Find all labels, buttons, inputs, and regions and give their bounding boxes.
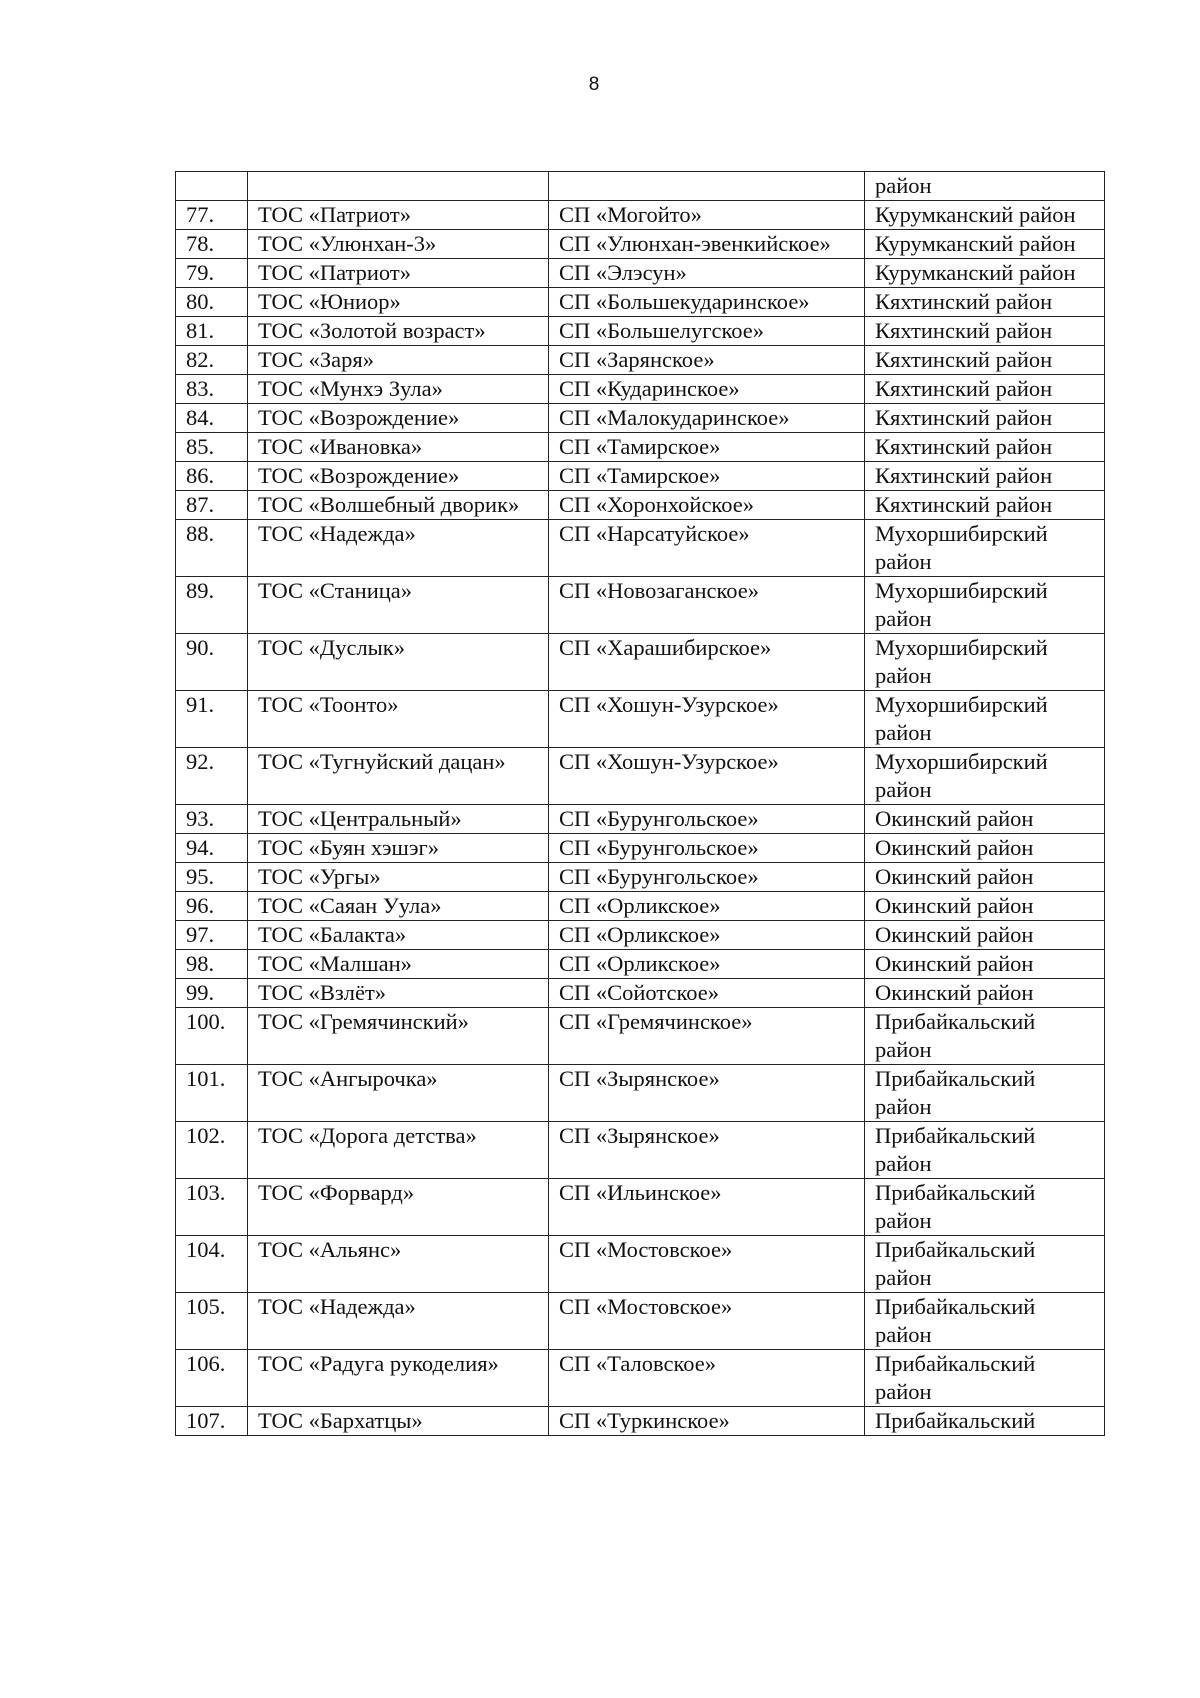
- tos-name-cell: ТОС «Центральный»: [248, 805, 549, 834]
- row-number-cell: 88.: [176, 520, 248, 577]
- tos-name-cell: ТОС «Дорога детства»: [248, 1122, 549, 1179]
- row-number-cell: 107.: [176, 1407, 248, 1436]
- row-number-cell: 97.: [176, 921, 248, 950]
- table-row: [176, 691, 1105, 748]
- table-row: [176, 921, 1105, 950]
- tos-name-cell: ТОС «Буян хэшэг»: [248, 834, 549, 863]
- settlement-cell: СП «Большелугское»: [549, 317, 865, 346]
- table-row: [176, 317, 1105, 346]
- tos-name-cell: ТОС «Тоонто»: [248, 691, 549, 748]
- tos-name-cell: ТОС «Дуслык»: [248, 634, 549, 691]
- row-number-cell: 92.: [176, 748, 248, 805]
- district-cell: Кяхтинский район: [865, 433, 1105, 462]
- table-row: [176, 1065, 1105, 1122]
- district-cell: Прибайкальский район: [865, 1065, 1105, 1122]
- row-number-cell: 87.: [176, 491, 248, 520]
- row-number-cell: 78.: [176, 230, 248, 259]
- settlement-cell: СП «Могойто»: [549, 201, 865, 230]
- settlement-cell: СП «Элэсун»: [549, 259, 865, 288]
- tos-name-cell: ТОС «Улюнхан-3»: [248, 230, 549, 259]
- row-number-cell: 94.: [176, 834, 248, 863]
- table-row: [176, 1350, 1105, 1407]
- table-row: [176, 577, 1105, 634]
- settlement-cell: СП «Харашибирское»: [549, 634, 865, 691]
- table-body: [176, 172, 1105, 1436]
- settlement-cell: СП «Сойотское»: [549, 979, 865, 1008]
- settlement-cell: СП «Хошун-Узурское»: [549, 691, 865, 748]
- district-cell: Прибайкальский район: [865, 1350, 1105, 1407]
- settlement-cell: СП «Тамирское»: [549, 433, 865, 462]
- district-cell: Мухоршибирский район: [865, 520, 1105, 577]
- district-cell: Мухоршибирский район: [865, 634, 1105, 691]
- table-row: [176, 1122, 1105, 1179]
- table-row: [176, 834, 1105, 863]
- table-row: [176, 375, 1105, 404]
- settlement-cell: СП «Большекударинское»: [549, 288, 865, 317]
- district-cell: Прибайкальский район: [865, 1008, 1105, 1065]
- row-number-cell: 83.: [176, 375, 248, 404]
- district-cell: Кяхтинский район: [865, 491, 1105, 520]
- table-row: [176, 1407, 1105, 1436]
- tos-name-cell: ТОС «Мунхэ Зула»: [248, 375, 549, 404]
- row-number-cell: 103.: [176, 1179, 248, 1236]
- page-number: 8: [588, 74, 600, 95]
- district-cell: Курумканский район: [865, 201, 1105, 230]
- row-number-cell: 89.: [176, 577, 248, 634]
- row-number-cell: 84.: [176, 404, 248, 433]
- tos-name-cell: ТОС «Возрождение»: [248, 462, 549, 491]
- row-number-cell: 106.: [176, 1350, 248, 1407]
- district-cell: Прибайкальский: [865, 1407, 1105, 1436]
- tos-name-cell: ТОС «Золотой возраст»: [248, 317, 549, 346]
- district-cell: Кяхтинский район: [865, 462, 1105, 491]
- table-row: [176, 748, 1105, 805]
- row-number-cell: 101.: [176, 1065, 248, 1122]
- tos-name-cell: ТОС «Ангырочка»: [248, 1065, 549, 1122]
- tos-name-cell: ТОС «Ургы»: [248, 863, 549, 892]
- district-cell: Окинский район: [865, 921, 1105, 950]
- table-row: [176, 230, 1105, 259]
- settlement-cell: СП «Нарсатуйское»: [549, 520, 865, 577]
- settlement-cell: [549, 172, 865, 201]
- settlement-cell: СП «Ильинское»: [549, 1179, 865, 1236]
- district-cell: Мухоршибирский район: [865, 691, 1105, 748]
- table-row: [176, 863, 1105, 892]
- settlement-cell: СП «Туркинское»: [549, 1407, 865, 1436]
- settlement-cell: СП «Гремячинское»: [549, 1008, 865, 1065]
- district-cell: Курумканский район: [865, 259, 1105, 288]
- settlement-cell: СП «Кударинское»: [549, 375, 865, 404]
- row-number-cell: 85.: [176, 433, 248, 462]
- tos-name-cell: ТОС «Взлёт»: [248, 979, 549, 1008]
- settlement-cell: СП «Зырянское»: [549, 1065, 865, 1122]
- district-cell: Окинский район: [865, 979, 1105, 1008]
- settlement-cell: СП «Таловское»: [549, 1350, 865, 1407]
- table-row: [176, 491, 1105, 520]
- settlement-cell: СП «Бурунгольское»: [549, 863, 865, 892]
- row-number-cell: 95.: [176, 863, 248, 892]
- settlement-cell: СП «Орликское»: [549, 892, 865, 921]
- row-number-cell: 99.: [176, 979, 248, 1008]
- table-row: [176, 979, 1105, 1008]
- tos-name-cell: ТОС «Заря»: [248, 346, 549, 375]
- tos-name-cell: ТОС «Патриот»: [248, 201, 549, 230]
- table-row: [176, 433, 1105, 462]
- row-number-cell: 98.: [176, 950, 248, 979]
- tos-name-cell: ТОС «Надежда»: [248, 520, 549, 577]
- row-number-cell: [176, 172, 248, 201]
- settlement-cell: СП «Бурунгольское»: [549, 834, 865, 863]
- table-row: [176, 1179, 1105, 1236]
- row-number-cell: 93.: [176, 805, 248, 834]
- table-row: [176, 404, 1105, 433]
- district-cell: Прибайкальский район: [865, 1293, 1105, 1350]
- row-number-cell: 90.: [176, 634, 248, 691]
- tos-name-cell: ТОС «Малшан»: [248, 950, 549, 979]
- tos-name-cell: ТОС «Альянс»: [248, 1236, 549, 1293]
- tos-table: [175, 171, 1105, 1436]
- table-row: [176, 259, 1105, 288]
- row-number-cell: 81.: [176, 317, 248, 346]
- settlement-cell: СП «Орликское»: [549, 950, 865, 979]
- table-row: [176, 892, 1105, 921]
- tos-name-cell: [248, 172, 549, 201]
- district-cell: Окинский район: [865, 863, 1105, 892]
- table-row: [176, 1293, 1105, 1350]
- row-number-cell: 104.: [176, 1236, 248, 1293]
- district-cell: Кяхтинский район: [865, 317, 1105, 346]
- settlement-cell: СП «Новозаганское»: [549, 577, 865, 634]
- table-row: [176, 950, 1105, 979]
- district-cell: Мухоршибирский район: [865, 577, 1105, 634]
- row-number-cell: 79.: [176, 259, 248, 288]
- row-number-cell: 96.: [176, 892, 248, 921]
- tos-name-cell: ТОС «Станица»: [248, 577, 549, 634]
- district-cell: Окинский район: [865, 950, 1105, 979]
- table-row: [176, 634, 1105, 691]
- settlement-cell: СП «Зырянское»: [549, 1122, 865, 1179]
- tos-name-cell: ТОС «Форвард»: [248, 1179, 549, 1236]
- tos-name-cell: ТОС «Патриот»: [248, 259, 549, 288]
- tos-name-cell: ТОС «Бархатцы»: [248, 1407, 549, 1436]
- district-cell: Окинский район: [865, 805, 1105, 834]
- tos-name-cell: ТОС «Юниор»: [248, 288, 549, 317]
- tos-name-cell: ТОС «Надежда»: [248, 1293, 549, 1350]
- table-row: [176, 346, 1105, 375]
- settlement-cell: СП «Мостовское»: [549, 1293, 865, 1350]
- district-cell: Окинский район: [865, 834, 1105, 863]
- district-cell: Кяхтинский район: [865, 346, 1105, 375]
- district-cell: Кяхтинский район: [865, 288, 1105, 317]
- row-number-cell: 100.: [176, 1008, 248, 1065]
- settlement-cell: СП «Мостовское»: [549, 1236, 865, 1293]
- tos-name-cell: ТОС «Саяан Уула»: [248, 892, 549, 921]
- district-cell: Мухоршибирский район: [865, 748, 1105, 805]
- settlement-cell: СП «Хошун-Узурское»: [549, 748, 865, 805]
- tos-name-cell: ТОС «Балакта»: [248, 921, 549, 950]
- tos-name-cell: ТОС «Тугнуйский дацан»: [248, 748, 549, 805]
- row-number-cell: 77.: [176, 201, 248, 230]
- row-number-cell: 91.: [176, 691, 248, 748]
- row-number-cell: 102.: [176, 1122, 248, 1179]
- tos-name-cell: ТОС «Гремячинский»: [248, 1008, 549, 1065]
- table-row: [176, 288, 1105, 317]
- table-row: [176, 520, 1105, 577]
- table-row: [176, 172, 1105, 201]
- table-row: [176, 201, 1105, 230]
- settlement-cell: СП «Хоронхойское»: [549, 491, 865, 520]
- district-cell: район: [865, 172, 1105, 201]
- settlement-cell: СП «Улюнхан-эвенкийское»: [549, 230, 865, 259]
- table-row: [176, 1008, 1105, 1065]
- district-cell: Кяхтинский район: [865, 404, 1105, 433]
- table-row: [176, 1236, 1105, 1293]
- district-cell: Прибайкальский район: [865, 1236, 1105, 1293]
- tos-name-cell: ТОС «Волшебный дворик»: [248, 491, 549, 520]
- row-number-cell: 82.: [176, 346, 248, 375]
- district-cell: Окинский район: [865, 892, 1105, 921]
- settlement-cell: СП «Тамирское»: [549, 462, 865, 491]
- table-row: [176, 462, 1105, 491]
- settlement-cell: СП «Бурунгольское»: [549, 805, 865, 834]
- row-number-cell: 80.: [176, 288, 248, 317]
- district-cell: Прибайкальский район: [865, 1179, 1105, 1236]
- row-number-cell: 86.: [176, 462, 248, 491]
- settlement-cell: СП «Зарянское»: [549, 346, 865, 375]
- district-cell: Кяхтинский район: [865, 375, 1105, 404]
- table-row: [176, 805, 1105, 834]
- tos-name-cell: ТОС «Возрождение»: [248, 404, 549, 433]
- row-number-cell: 105.: [176, 1293, 248, 1350]
- tos-name-cell: ТОС «Ивановка»: [248, 433, 549, 462]
- tos-name-cell: ТОС «Радуга рукоделия»: [248, 1350, 549, 1407]
- settlement-cell: СП «Орликское»: [549, 921, 865, 950]
- district-cell: Прибайкальский район: [865, 1122, 1105, 1179]
- district-cell: Курумканский район: [865, 230, 1105, 259]
- settlement-cell: СП «Малокударинское»: [549, 404, 865, 433]
